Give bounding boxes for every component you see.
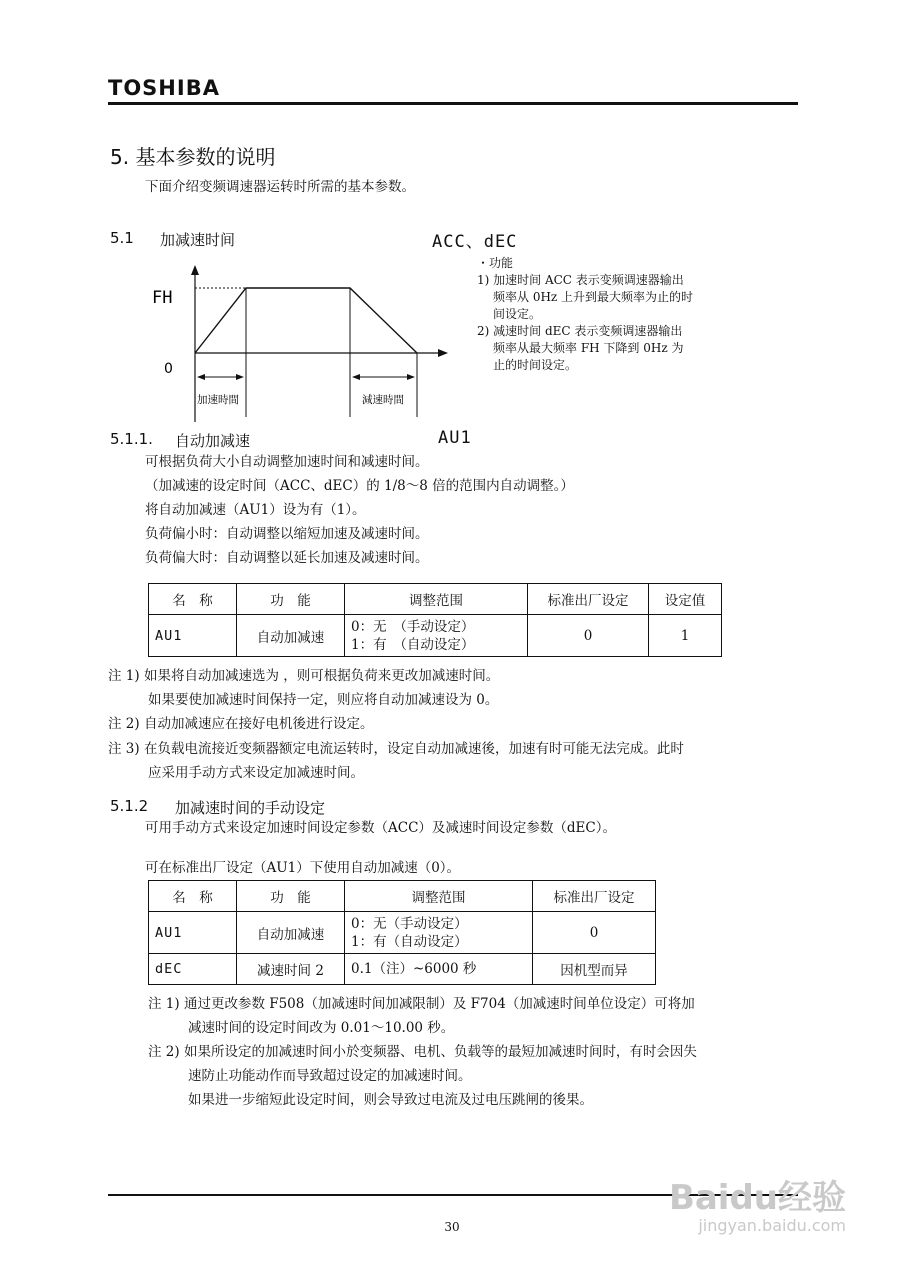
- note3b: 应采用手动方式来设定加减速时间。: [148, 765, 364, 781]
- s511-code: AU1: [438, 428, 472, 448]
- accel-time-label: 加速時間: [197, 394, 239, 406]
- accel-arrow-right: [236, 374, 244, 380]
- function-description: [477, 255, 727, 374]
- note1b: 如果要使加减速时间保持一定，则应将自动加减速设为 0。: [148, 692, 499, 708]
- decel-time-label: 減速時間: [362, 394, 404, 406]
- func1-line2: 频率从 0Hz 上升到最大频率为止的时: [493, 290, 694, 304]
- header-range: 调整范围: [345, 584, 528, 615]
- range-option-1: 1：有（自动设定）: [351, 933, 468, 950]
- watermark-logo: Baidu经验: [668, 1178, 846, 1218]
- cell-name: AU1: [149, 615, 237, 657]
- s511-line3: 将自动加减速（AU1）设为有（1）。: [145, 502, 366, 518]
- s511-number: 5.1.1.: [110, 430, 153, 448]
- s51-title: 加减速时间: [160, 231, 236, 249]
- s512-line1: 可用手动方式来设定加速时间设定参数（ACC）及减速时间设定参数（dEC）。: [145, 820, 616, 836]
- func1-line1: 1) 加速时间 ACC 表示变频调速器输出: [477, 273, 684, 287]
- s511-line1: 可根据负荷大小自动调整加速时间和减速时间。: [145, 454, 429, 470]
- header-range: 调整范围: [345, 881, 533, 912]
- s51-number: 5.1: [110, 229, 134, 247]
- cell-value: 1: [649, 615, 722, 657]
- section-intro: 下面介绍变频调速器运转时所需的基本参数。: [145, 179, 415, 195]
- header-default: 标准出厂设定: [528, 584, 649, 615]
- watermark-url: jingyan.baidu.com: [698, 1216, 846, 1235]
- cell-default: 因机型而异: [533, 954, 656, 985]
- cell-function: 自动加减速: [237, 615, 345, 657]
- cell-range: 0.1（注）~6000 秒: [345, 954, 533, 985]
- func2-line1: 2) 减速时间 dEC 表示变频调速器输出: [477, 324, 683, 338]
- function-label: ・功能: [477, 256, 514, 270]
- cell-range: [345, 912, 533, 954]
- s511-line5: 负荷偏大时：自动调整以延长加速及减速时间。: [145, 550, 429, 566]
- note2-2b: 速防止功能动作而导致超过设定的加减速时间。: [188, 1068, 472, 1084]
- s511-line4: 负荷偏小时：自动调整以缩短加速及减速时间。: [145, 526, 429, 542]
- parameter-table-1: [148, 583, 722, 657]
- range-option-0: 0：无 （手动设定）: [351, 618, 475, 635]
- table-row: [149, 912, 656, 954]
- page-number: 30: [444, 1220, 460, 1234]
- zero-label: 0: [164, 361, 173, 377]
- decel-arrow-right: [407, 374, 415, 380]
- table-row: [149, 954, 656, 985]
- note1a: 注 1) 如果将自动加减速选为 ，则可根据负荷来更改加减速时间。: [108, 668, 500, 684]
- table-header-row: [149, 584, 722, 615]
- note2-2a: 注 2) 如果所设定的加减速时间小於变频器、电机、负载等的最短加减速时间时，有时会因失: [148, 1044, 697, 1060]
- fh-label: FH: [152, 288, 173, 308]
- brand-logo: TOSHIBA: [108, 76, 220, 100]
- s511-title: 自动加减速: [175, 432, 251, 450]
- watermark: [669, 1180, 846, 1235]
- table-header-row: [149, 881, 656, 912]
- accel-decel-diagram: [150, 262, 455, 424]
- cell-name: AU1: [149, 912, 237, 954]
- header-value: 设定值: [649, 584, 722, 615]
- cell-default: 0: [533, 912, 656, 954]
- x-axis-arrow: [438, 349, 448, 357]
- accel-arrow-left: [197, 374, 205, 380]
- section-title: 5. 基本参数的说明: [110, 145, 276, 169]
- header-rule: [108, 102, 798, 105]
- note2: 注 2) 自动加减速应在接好电机後进行设定。: [108, 716, 374, 732]
- cell-function: 减速时间 2: [237, 954, 345, 985]
- cell-name: dEC: [149, 954, 237, 985]
- s512-number: 5.1.2: [110, 797, 149, 815]
- header-name: 名 称: [149, 881, 237, 912]
- cell-default: 0: [528, 615, 649, 657]
- s51-code: ACC、dEC: [432, 232, 518, 252]
- header-function: 功 能: [237, 584, 345, 615]
- func2-line3: 止的时间设定。: [493, 358, 578, 372]
- func1-line3: 间设定。: [493, 307, 542, 321]
- header-function: 功 能: [237, 881, 345, 912]
- note3a: 注 3) 在负载电流接近变频器额定电流运转时，设定自动加减速後，加速有时可能无法完成。此时: [108, 741, 684, 757]
- range-option-1: 1：有 （自动设定）: [351, 636, 475, 653]
- note2-1a: 注 1) 通过更改参数 F508（加减速时间加减限制）及 F704（加减速时间单位设定）可将加: [148, 996, 695, 1012]
- header-name: 名 称: [149, 584, 237, 615]
- s511-line2: （加减速的设定时间（ACC、dEC）的 1/8～8 倍的范围内自动调整。）: [145, 478, 574, 494]
- table-row: [149, 615, 722, 657]
- speed-profile: [195, 288, 417, 353]
- s512-title: 加减速时间的手动设定: [175, 799, 326, 817]
- range-option-0: 0：无（手动设定）: [351, 915, 468, 932]
- y-axis-arrow: [191, 265, 199, 275]
- func2-line2: 频率从最大频率 FH 下降到 0Hz 为: [493, 341, 684, 355]
- note2-1b: 减速时间的设定时间改为 0.01～10.00 秒。: [188, 1020, 455, 1036]
- cell-range: [345, 615, 528, 657]
- cell-function: 自动加减速: [237, 912, 345, 954]
- decel-arrow-left: [352, 374, 360, 380]
- header-default: 标准出厂设定: [533, 881, 656, 912]
- note2-2c: 如果进一步缩短此设定时间，则会导致过电流及过电压跳闸的後果。: [188, 1092, 593, 1108]
- s512-line2: 可在标准出厂设定（AU1）下使用自动加减速（0）。: [145, 860, 461, 876]
- parameter-table-2: [148, 880, 656, 985]
